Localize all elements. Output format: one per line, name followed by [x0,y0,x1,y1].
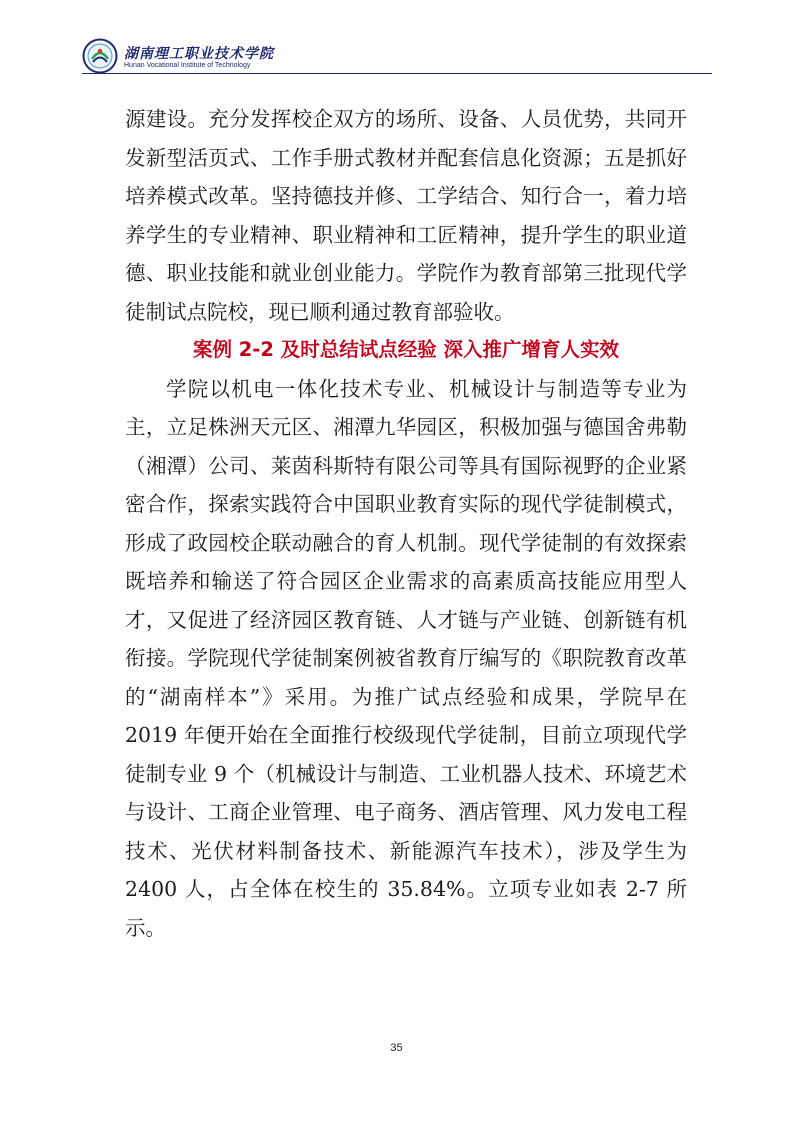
case-paragraph: 学院以机电一体化技术专业、机械设计与制造等专业为主，立足株洲天元区、湘潭九华园区，积极加强与德国舍弗勒（湘潭）公司、莱茵科斯特有限公司等具有国际视野的企业紧密合作，探索实践符合中国职业教育实际的现代学徒制模式，形成了政园校企联动融合的育人机制。现代学徒制的有效探索既培养和输送了符合园区企业需求的高素质高技能应用型人才，又促进了经济园区教育链、人才链与产业链、创新链有机衔接。学院现代学徒制案例被省教育厅编写的《职院教育改革的“湖南样本”》采用。为推广试点经验和成果，学院早在 2019 年便开始在全面推行校级现代学徒制，目前立项现代学徒制专业 9 个（机械设计与制造、工业机器人技术、环境艺术与设计、工商企业管理、电子商务、酒店管理、风力发电工程技术、光伏材料制备技术、新能源汽车技术），涉及学生为 2400 人，占全体在校生的 35.84%。立项专业如表 2-7 所示。 [125,376,687,940]
paragraph-continuation: 源建设。充分发挥校企双方的场所、设备、人员优势，共同开发新型活页式、工作手册式教材并配套信息化资源；五是抓好培养模式改革。坚持德技并修、工学结合、知行合一，着力培养学生的专业精神、职业精神和工匠精神，提升学生的职业道德、职业技能和就业创业能力。学院作为教育部第三批现代学徒制试点院校，现已顺利通过教育部验收。 [125,107,687,324]
school-name-english: Hunan Vocational Institute of Technology [124,62,251,69]
page-header [82,38,712,78]
header-divider [82,73,712,74]
school-name: 湖南理工职业技术学院 [124,46,274,62]
page-body [125,100,687,947]
case-title: 案例 2-2 及时总结试点经验 深入推广增育人实效 [192,338,620,361]
school-emblem-icon [82,38,118,74]
page-number: 35 [390,1042,403,1054]
